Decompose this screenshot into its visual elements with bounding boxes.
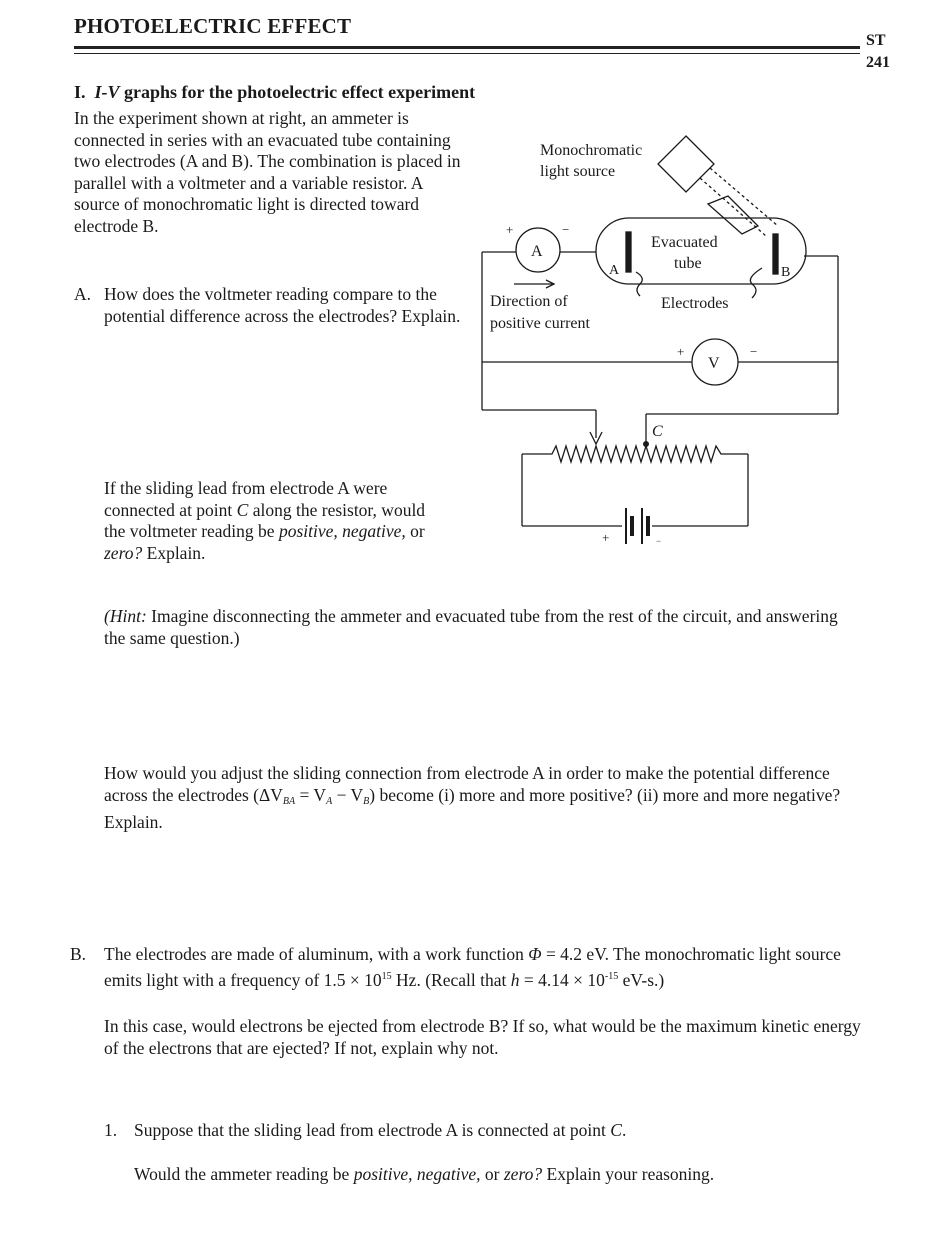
adjust-text-1: How would you adjust the sliding connection from electrode A in order to make the potential difference across the electrodes (: [104, 763, 830, 805]
page-title: PHOTOELECTRIC EFFECT: [74, 14, 352, 38]
frequency-exponent: 15: [381, 970, 392, 982]
point-c-dot: [643, 441, 649, 447]
electrode-b: [773, 234, 778, 274]
light-label-2: light source: [540, 163, 616, 180]
hint-label: (Hint:: [104, 606, 147, 626]
electrode-a: [626, 232, 631, 272]
part-b-text-1: The electrodes are made of aluminum, with a work function: [104, 944, 529, 964]
slide-negative: negative,: [342, 521, 406, 541]
question-1-text: [134, 1120, 854, 1142]
slide-or: or: [405, 521, 425, 541]
light-label-1: Monochromatic: [540, 142, 643, 159]
hint-text: Imagine disconnecting the ammeter and evacuated tube from the rest of the circuit, and answering the same question.): [104, 606, 838, 648]
ammeter-plus: +: [506, 222, 514, 237]
adjust-sub-ba: BA: [282, 795, 296, 807]
part-b-letter: B.: [70, 944, 87, 964]
header-rule-thick: [74, 46, 860, 49]
q1b-options: positive, negative,: [353, 1164, 481, 1184]
slide-positive: positive,: [278, 521, 338, 541]
battery-plus: +: [602, 530, 610, 545]
point-c-label: C: [652, 423, 663, 440]
planck-symbol: h: [510, 969, 520, 990]
voltmeter-plus: +: [677, 344, 685, 359]
q1b-text-1: Would the ammeter reading be: [134, 1164, 354, 1184]
voltmeter-minus: −: [750, 344, 758, 359]
intro-paragraph: In the experiment shown at right, an ammeter is connected in series with an evacuated tube containing two electrodes (A and B). The combination is placed in parallel with a voltmeter and a variable resistor. A source of monochromatic light is directed toward electrode B.: [74, 108, 461, 236]
adjust-question: [104, 763, 864, 834]
slide-zero: zero?: [104, 542, 143, 563]
page-code-line-2: 241: [866, 54, 890, 71]
adjust-text-2: ) become (i) more and more positive? (ii) more and more negative? Explain.: [104, 784, 841, 832]
ammeter-minus: −: [562, 222, 570, 237]
part-a-letter: A.: [74, 284, 92, 304]
page-code: [866, 30, 890, 74]
electrode-b-label: B: [781, 265, 791, 280]
light-beam-arrow: [708, 196, 758, 234]
q1b-zero: zero?: [503, 1164, 543, 1184]
direction-label-1: Direction of: [490, 293, 568, 310]
q1b-or: or: [480, 1164, 504, 1184]
part-b-case: In this case, would electrons be ejected from electrode B? If so, what would be the maximum kinetic energy of the electrons that are ejected? If not, explain why not.: [104, 1016, 861, 1058]
electrode-pointer-right: [750, 268, 762, 298]
battery-minus: −: [656, 536, 662, 546]
voltmeter-label: V: [708, 355, 720, 372]
adjust-minus: − V: [332, 784, 364, 805]
section-heading: [74, 82, 475, 103]
light-beam-2: [710, 168, 778, 226]
part-b-text-2: = 4.2 eV. The monochromatic light source emits light with a frequency of 1.5 × 10: [104, 944, 841, 990]
section-title-italic: I-V: [94, 82, 120, 102]
electrodes-label: Electrodes: [661, 295, 729, 312]
slide-end: Explain.: [142, 542, 206, 563]
variable-resistor: [522, 446, 748, 462]
planck-exponent: -15: [604, 970, 619, 982]
section-title: graphs for the photoelectric effect experiment: [119, 82, 476, 102]
part-b-text-3: Hz. (Recall that: [391, 969, 511, 990]
sliding-lead-question: [104, 478, 444, 564]
tube-label-1: Evacuated: [651, 234, 718, 251]
adjust-sub-b: B: [363, 795, 370, 807]
question-1-number: 1.: [104, 1120, 118, 1140]
part-b-text-5: eV-s.): [618, 969, 665, 990]
electrode-a-label: A: [609, 263, 620, 278]
question-1-ammeter: [134, 1164, 854, 1186]
q1-text-1: Suppose that the sliding lead from electrode A is connected at point: [134, 1120, 611, 1140]
direction-label-2: positive current: [490, 315, 590, 332]
hint-paragraph: [104, 606, 844, 649]
q1b-text-2: Explain your reasoning.: [542, 1164, 715, 1184]
part-b-text-4: = 4.14 × 10: [519, 969, 605, 990]
page-code-line-1: ST: [866, 32, 886, 49]
part-b-question: [104, 944, 864, 991]
slide-text-1: If the sliding lead from electrode A were connected at point: [104, 478, 388, 520]
slide-point-c: C: [236, 499, 249, 520]
header-rule-thin: [74, 53, 860, 54]
work-function-symbol: Φ: [528, 944, 542, 964]
part-a-question: How does the voltmeter reading compare to the potential difference across the electrodes? Explain.: [104, 284, 461, 326]
ammeter-label: A: [531, 243, 543, 260]
circuit-diagram: [470, 128, 850, 558]
adjust-eq: = V: [295, 784, 327, 805]
adjust-sub-a: A: [326, 795, 333, 807]
adjust-delta: ΔV: [259, 784, 283, 805]
q1-text-2: .: [621, 1120, 627, 1140]
q1-point-c: C: [610, 1120, 622, 1140]
section-number: I.: [74, 82, 86, 102]
slide-text-2: along the resistor, would the voltmeter reading be: [104, 499, 426, 541]
tube-label-2: tube: [674, 255, 702, 272]
